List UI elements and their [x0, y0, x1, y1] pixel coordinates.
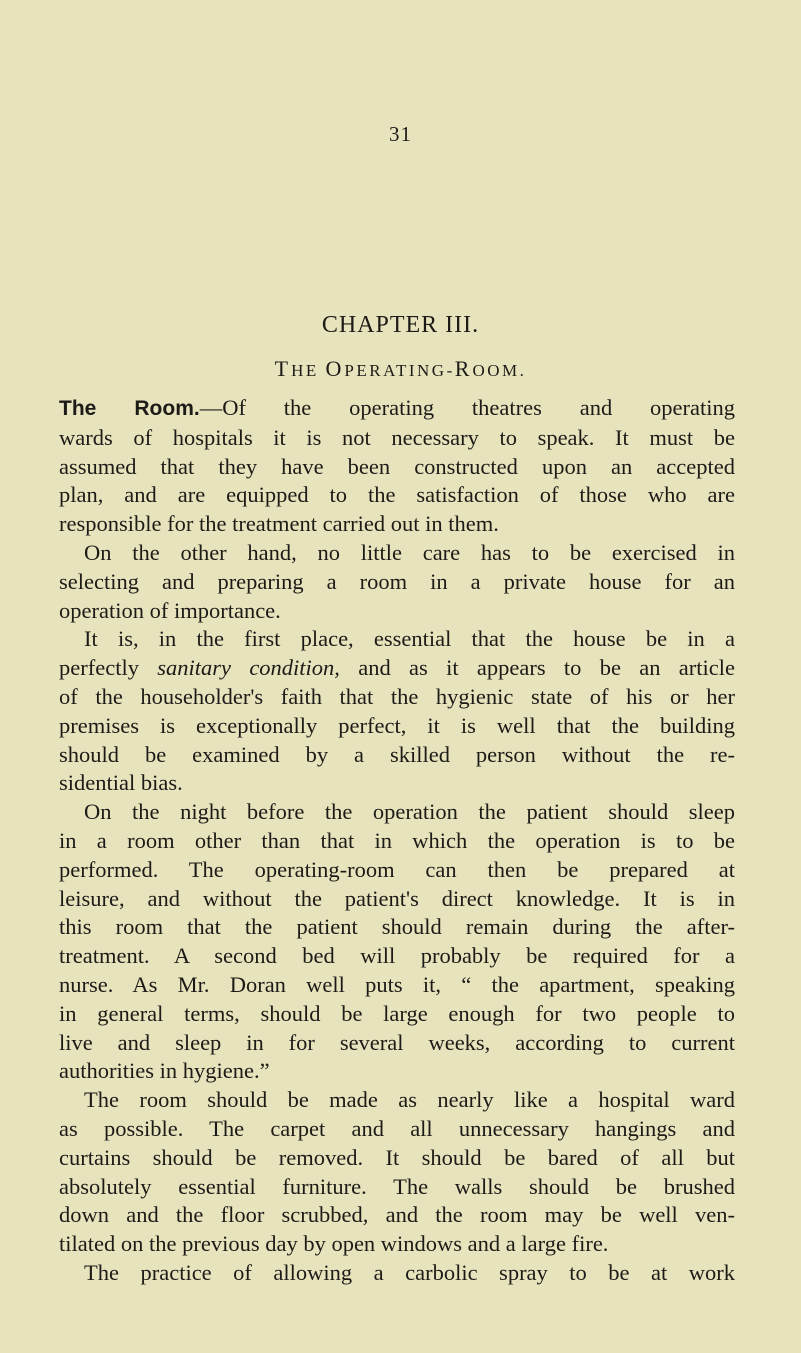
text-line: operation of importance.: [59, 597, 281, 623]
paragraph-room-hospital-ward: [59, 1086, 735, 1259]
section-heading-cap-r: R: [454, 356, 473, 381]
paragraph-other-hand: [59, 539, 735, 625]
run-in-heading: The Room.: [59, 397, 200, 420]
section-heading-smallcaps-1: HE: [291, 361, 326, 380]
text-line: absolutely essential furniture. The walls should be brushed: [59, 1173, 735, 1199]
section-heading: [0, 356, 801, 382]
paragraph-carbolic-spray: [59, 1259, 735, 1288]
text-line: this room that the patient should remain during the after-: [59, 914, 735, 940]
text-line: assumed that they have been constructed upon an accepted: [59, 453, 735, 479]
text-line: responsible for the treatment carried out in them.: [59, 511, 499, 537]
paragraph-night-before: [59, 798, 735, 1086]
text-line: live and sleep in for several weeks, according to current: [59, 1029, 735, 1055]
text-line: sidential bias.: [59, 770, 183, 796]
text-line: premises is exceptionally perfect, it is well that the building: [59, 712, 735, 738]
text-line: curtains should be removed. It should be bared of all but: [59, 1144, 735, 1170]
section-heading-cap-o: O: [325, 356, 345, 381]
text-line: On the night before the operation the patient should sleep: [84, 799, 735, 825]
text-line: It is, in the first place, essential that the house be in a: [84, 626, 735, 652]
text-line: The room should be made as nearly like a hospital ward: [84, 1087, 735, 1113]
text-line: nurse. As Mr. Doran well puts it, “ the apartment, speaking: [59, 971, 735, 997]
chapter-heading: CHAPTER III.: [321, 312, 480, 338]
section-heading-smallcaps-3: OOM.: [472, 361, 527, 380]
text-line: of the householder's faith that the hygienic state of his or her: [59, 683, 735, 709]
italic-phrase: sanitary condition,: [157, 655, 340, 681]
text-line: in a room other than that in which the operation is to be: [59, 827, 735, 853]
text-line: wards of hospitals it is not necessary to speak. It must be: [59, 424, 735, 450]
paragraph-the-room: [59, 394, 735, 539]
section-heading-cap-t: T: [274, 356, 292, 381]
text-line: authorities in hygiene.”: [59, 1058, 270, 1084]
text-line: as possible. The carpet and all unnecessary hangings and: [59, 1115, 735, 1141]
body-text: [59, 394, 735, 1288]
text-line: down and the floor scrubbed, and the room may be well ven-: [59, 1202, 735, 1228]
text-line: should be examined by a skilled person without the re-: [59, 741, 735, 767]
text-line: treatment. A second bed will probably be required for a: [59, 943, 735, 969]
section-heading-smallcaps-2: PERATING-: [344, 361, 455, 380]
text-line: perfectly sanitary condition, and as it appears to be an article: [59, 655, 735, 681]
paragraph-first-place: [59, 625, 735, 798]
text-line: selecting and preparing a room in a private house for an: [59, 568, 735, 594]
text-line: in general terms, should be large enough for two people to: [59, 1000, 735, 1026]
text-line: plan, and are equipped to the satisfaction of those who are: [59, 482, 735, 508]
page-number: 31: [389, 122, 412, 146]
text-line: tilated on the previous day by open windows and a large fire.: [59, 1231, 609, 1257]
text-line: On the other hand, no little care has to be exercised in: [84, 539, 735, 565]
text-line: The practice of allowing a carbolic spray to be at work: [84, 1259, 735, 1285]
text-line: performed. The operating-room can then be prepared at: [59, 856, 735, 882]
text-line: leisure, and without the patient's direct knowledge. It is in: [59, 885, 735, 911]
text-line: The Room.—Of the operating theatres and operating: [59, 395, 735, 420]
